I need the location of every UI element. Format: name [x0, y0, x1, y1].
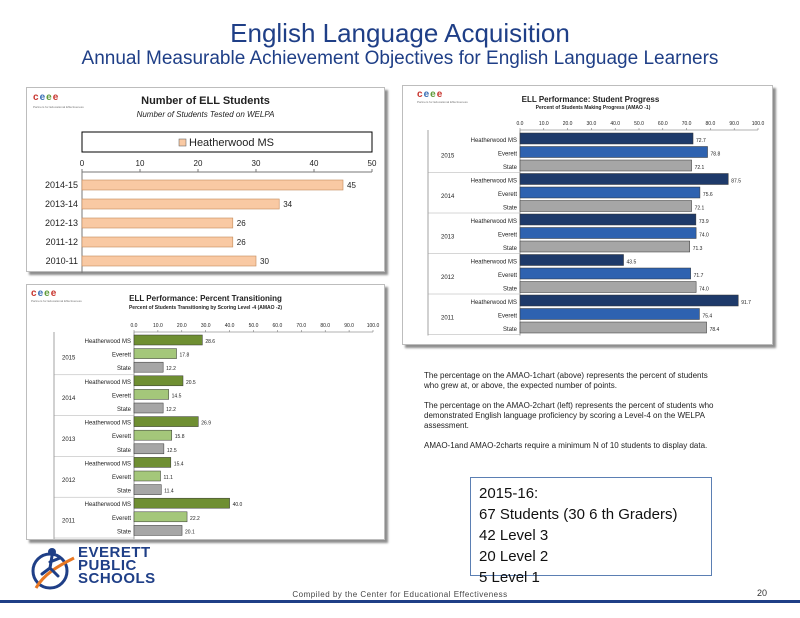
bar-category-label: Everett — [497, 192, 517, 198]
bar-category-label: State — [502, 246, 517, 252]
category-label: 2013-14 — [44, 199, 78, 209]
everett-logo-icon — [24, 544, 76, 594]
bar-hm — [134, 376, 183, 386]
ell-students-panel — [26, 87, 385, 272]
data-label: 22.2 — [190, 515, 200, 522]
bar-everett — [134, 430, 172, 440]
x-tick-label: 10.0 — [538, 121, 549, 127]
footer-credit: Compiled by the Center for Educational Effectiveness — [292, 590, 508, 599]
x-tick-label: 70.0 — [296, 323, 307, 329]
data-label: 17.8 — [179, 352, 190, 359]
percent-transitioning-chart — [27, 285, 384, 539]
cee-logo: ceee — [33, 92, 60, 103]
group-year-label: 2012 — [441, 274, 455, 281]
bar-everett — [134, 389, 169, 399]
chart-subtitle: Percent of Students Making Progress (AMAO -1) — [535, 105, 651, 111]
data-label: 12.2 — [166, 407, 176, 413]
x-tick-label: 70.0 — [681, 121, 692, 127]
cee-tagline: Partners for Educational Effectiveness — [33, 105, 84, 109]
bar — [82, 237, 233, 247]
group-year-label: 2012 — [62, 477, 76, 484]
x-tick-label: 50.0 — [634, 121, 644, 127]
bar-state — [134, 444, 164, 454]
group-year-label: 2015 — [62, 355, 76, 362]
bar-category-label: Heatherwood MS — [470, 259, 517, 266]
bar-everett — [520, 187, 700, 198]
data-label: 75.6 — [702, 192, 713, 198]
data-label: 11.4 — [164, 488, 174, 495]
summary-level-3: 42 Level 3 — [479, 527, 549, 544]
bar-category-label: State — [116, 366, 131, 373]
x-tick-label: 80.0 — [320, 323, 331, 329]
chart-subtitle: Percent of Students Transitioning by Scoring Level -4 (AMAO -2) — [128, 305, 283, 311]
bar-category-label: State — [502, 286, 517, 293]
bar-category-label: Everett — [497, 313, 517, 320]
bar-everett — [520, 309, 699, 320]
data-label: 14.5 — [171, 393, 182, 400]
data-label: 20.1 — [185, 529, 195, 536]
bar-category-label: State — [116, 407, 131, 413]
legend-label: Heatherwood MS — [189, 137, 274, 149]
bar-hm — [520, 133, 693, 144]
bar-state — [520, 282, 696, 293]
group-year-label: 2013 — [441, 234, 455, 241]
data-label: 75.4 — [702, 313, 713, 320]
data-label: 20.5 — [185, 379, 196, 386]
x-tick-label: 30 — [251, 159, 261, 168]
chart-title: Number of ELL Students — [141, 95, 270, 107]
x-tick-label: 20.0 — [562, 121, 573, 127]
data-label: 72.1 — [694, 165, 705, 171]
data-label: 26.9 — [201, 420, 212, 427]
bar-category-label: Heatherwood MS — [470, 178, 517, 185]
group-year-label: 2015 — [441, 153, 455, 160]
page-title: English Language Acquisition — [230, 18, 570, 48]
amao-description — [424, 371, 724, 461]
data-label: 87.5 — [731, 178, 741, 185]
student-progress-chart — [403, 86, 772, 344]
data-label: 78.8 — [710, 151, 721, 158]
bar-category-label: State — [502, 327, 517, 333]
bar-category-label: Everett — [497, 151, 517, 158]
amao2-note: The percentage on the AMAO-2chart (left) represents the percent of students who demonstrated English language proficiency by scoring a Level-4 on the WELPA assessment. — [424, 401, 714, 430]
bar-category-label: State — [116, 529, 131, 536]
bar-category-label: Everett — [111, 434, 131, 441]
data-label: 74.0 — [699, 286, 709, 293]
x-tick-label: 90.0 — [729, 121, 740, 127]
bar-category-label: Everett — [111, 352, 131, 359]
bar-state — [520, 241, 690, 252]
chart-subtitle: Number of Students Tested on WELPA — [136, 110, 275, 119]
bar-category-label: Heatherwood MS — [470, 219, 517, 225]
bar-state — [520, 322, 707, 333]
data-label: 78.4 — [709, 327, 720, 333]
data-label: 45 — [347, 181, 356, 190]
chart-title: ELL Performance: Percent Transitioning — [129, 294, 282, 303]
bar-category-label: Heatherwood MS — [84, 379, 131, 386]
bar-category-label: State — [116, 488, 131, 495]
group-year-label: 2013 — [62, 437, 76, 443]
x-tick-label: 10 — [135, 159, 145, 168]
data-label: 11.1 — [163, 475, 173, 481]
page-subtitle: Annual Measurable Achievement Objectives for English Language Learners — [81, 48, 719, 69]
category-label: 2014-15 — [44, 180, 78, 190]
bar — [82, 218, 233, 228]
bar-hm — [134, 498, 230, 508]
x-tick-label: 0.0 — [130, 323, 138, 329]
x-tick-label: 100.0 — [751, 121, 765, 127]
data-label: 40.0 — [232, 502, 243, 509]
summary-year: 2015-16: — [479, 485, 539, 502]
bar-category-label: Everett — [497, 273, 517, 279]
summary-students: 67 Students (30 6 th Graders) — [479, 506, 678, 523]
bar-everett — [134, 512, 187, 522]
data-label: 15.4 — [173, 461, 184, 468]
data-label: 30 — [260, 257, 269, 266]
x-tick-label: 50.0 — [248, 323, 259, 329]
bar-everett — [520, 228, 696, 239]
bar — [82, 256, 256, 266]
data-label: 43.5 — [626, 259, 637, 266]
x-tick-label: 60.0 — [657, 121, 668, 127]
x-tick-label: 10.0 — [153, 323, 163, 329]
category-label: 2010-11 — [45, 256, 78, 266]
data-label: 91.7 — [741, 300, 751, 306]
bar-category-label: Heatherwood MS — [470, 300, 517, 306]
bar-everett — [520, 147, 708, 158]
legend-swatch — [179, 139, 186, 146]
bar-state — [520, 201, 692, 212]
x-tick-label: 0.0 — [516, 121, 524, 127]
enrollment-summary-box — [470, 477, 712, 586]
cee-logo: ceee — [417, 89, 444, 100]
bar — [82, 180, 343, 190]
x-tick-label: 20 — [193, 159, 203, 168]
everett-public-schools-logo: EVERETT PUBLIC SCHOOLS — [78, 544, 156, 587]
cee-logo: ceee — [31, 288, 58, 299]
group-year-label: 2011 — [441, 315, 454, 322]
category-label: 2012-13 — [44, 218, 78, 228]
bar-everett — [134, 471, 161, 481]
bar-category-label: Everett — [497, 232, 517, 239]
student-progress-panel — [402, 85, 773, 345]
minimum-n-note: AMAO-1and AMAO-2charts require a minimum N of 10 students to display data. — [424, 441, 708, 450]
bar-category-label: Heatherwood MS — [470, 138, 517, 144]
bar-category-label: Heatherwood MS — [84, 339, 131, 345]
bar-category-label: Heatherwood MS — [84, 502, 131, 509]
x-tick-label: 20.0 — [176, 323, 187, 329]
x-tick-label: 0 — [79, 159, 85, 168]
bar-state — [134, 485, 161, 495]
data-label: 71.7 — [693, 273, 704, 279]
group-year-label: 2014 — [441, 193, 455, 200]
data-label: 26 — [236, 219, 246, 228]
bottom-rule — [0, 600, 800, 603]
data-label: 34 — [283, 200, 293, 209]
page-number: 20 — [757, 588, 768, 598]
bar-category-label: State — [502, 165, 517, 171]
data-label: 26 — [236, 238, 246, 247]
percent-transitioning-panel — [26, 284, 385, 540]
data-label: 28.6 — [205, 339, 216, 345]
bar-everett — [520, 268, 691, 279]
bar-hm — [520, 214, 696, 225]
chart-title: ELL Performance: Student Progress — [521, 95, 660, 104]
amao1-note: The percentage on the AMAO-1chart (above) represents the percent of students who grew at, or above, the expected number of points. — [424, 371, 708, 390]
bar-state — [134, 403, 163, 413]
x-tick-label: 30.0 — [586, 121, 597, 127]
x-tick-label: 40.0 — [610, 121, 621, 127]
bar-hm — [520, 174, 728, 185]
bar-category-label: Heatherwood MS — [84, 420, 131, 427]
summary-level-1: 5 Level 1 — [479, 569, 540, 586]
data-label: 15.8 — [174, 434, 185, 441]
summary-level-2: 20 Level 2 — [479, 548, 549, 565]
bar-hm — [520, 295, 738, 306]
bar-category-label: Everett — [111, 515, 131, 522]
bar-state — [520, 160, 692, 171]
x-tick-label: 60.0 — [272, 323, 283, 329]
bar-hm — [134, 335, 202, 345]
category-label: 2011-12 — [45, 237, 78, 247]
cee-tagline: Partners for Educational Effectiveness — [31, 299, 82, 303]
x-tick-label: 100.0 — [366, 323, 380, 329]
group-year-label: 2014 — [62, 396, 76, 403]
data-label: 12.5 — [166, 447, 177, 454]
bar-hm — [134, 457, 171, 467]
bar-hm — [520, 255, 624, 266]
bar-category-label: Everett — [111, 393, 131, 400]
x-tick-label: 80.0 — [705, 121, 716, 127]
x-tick-label: 30.0 — [200, 323, 211, 329]
data-label: 72.7 — [696, 138, 706, 144]
bar-category-label: State — [502, 205, 517, 212]
group-year-label: 2011 — [62, 518, 75, 525]
bar — [82, 199, 279, 209]
bar-state — [134, 362, 163, 372]
data-label: 74.0 — [699, 232, 709, 239]
x-tick-label: 90.0 — [344, 323, 354, 329]
data-label: 72.1 — [694, 205, 705, 212]
bar-everett — [134, 349, 177, 359]
x-tick-label: 50 — [367, 159, 377, 168]
ell-students-chart — [27, 88, 384, 271]
data-label: 73.9 — [698, 219, 709, 225]
bar-state — [134, 525, 182, 535]
data-label: 12.2 — [166, 366, 176, 373]
bar-hm — [134, 417, 198, 427]
cee-tagline: Partners for Educational Effectiveness — [417, 100, 468, 104]
x-tick-label: 40.0 — [224, 323, 235, 329]
bar-category-label: Everett — [111, 475, 131, 481]
bar-category-label: Heatherwood MS — [84, 461, 131, 468]
data-label: 71.3 — [692, 246, 703, 252]
x-tick-label: 40 — [309, 159, 319, 168]
bar-category-label: State — [116, 447, 131, 454]
